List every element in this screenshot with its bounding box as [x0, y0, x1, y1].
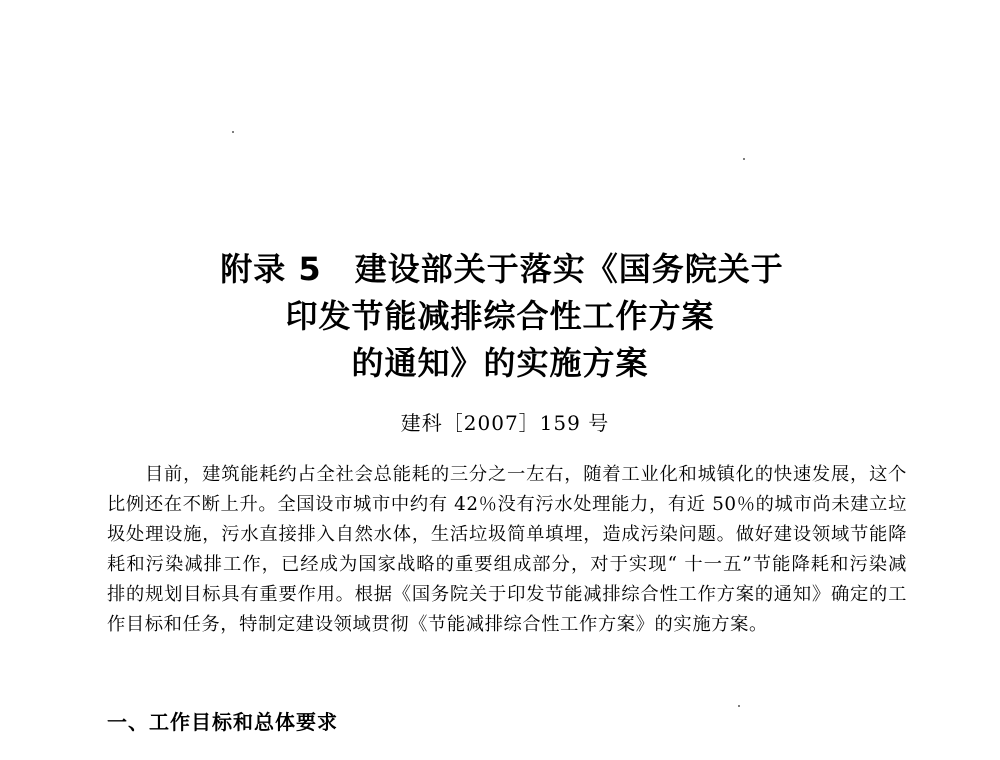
title-line-1: 附录 5 建设部关于落实《国务院关于 [220, 250, 784, 288]
document-number: 建科［2007］159 号 [400, 411, 610, 435]
scan-speck [738, 705, 740, 707]
body-paragraph: 目前，建筑能耗约占全社会总能耗的三分之一左右，随着工业化和城镇化的快速发展，这个比例还在不断上升。全国设市城市中约有 42％没有污水处理能力，有近 50％的城市尚未建立垃圾处理设施，污水直接排入自然水体，生活垃圾简单填埋，造成污染问题。做好建设领域节能降耗和污染减排工作，已经成为国家战略的重要组成部分，对于实现“ 十一五”节能降耗和污染减排的规划目标具有重要作用。根据《国务院关于印发节能减排综合性工作方案的通知》确定的工作目标和任务，特制定建设领域贯彻《节能减排综合性工作方案》的实施方案。 [107, 464, 907, 635]
section-heading: 一、工作目标和总体要求 [107, 710, 338, 734]
scan-speck [743, 158, 745, 160]
scan-speck [232, 131, 234, 133]
title-line-2: 印发节能减排综合性工作方案 [285, 297, 715, 335]
title-line-3: 的通知》的实施方案 [351, 344, 649, 382]
document-title [0, 246, 1000, 387]
